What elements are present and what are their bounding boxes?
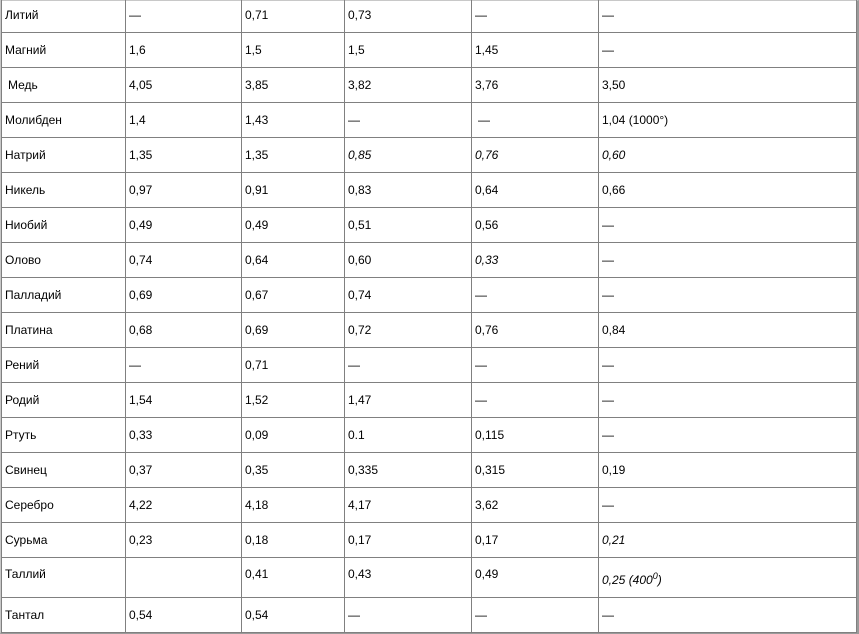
table-cell: —	[599, 0, 857, 33]
table-cell: 0,73	[345, 0, 472, 33]
table-row	[2, 0, 857, 33]
table-cell: 0,37	[126, 453, 242, 488]
table-cell: 0,18	[242, 523, 345, 558]
table-cell: 1,6	[126, 33, 242, 68]
table-cell: 0,69	[242, 313, 345, 348]
table-row	[2, 453, 857, 488]
table-row	[2, 33, 857, 68]
table-row	[2, 558, 857, 598]
table-row	[2, 278, 857, 313]
metal-name: Никель	[2, 173, 126, 208]
table-cell: 0,335	[345, 453, 472, 488]
table-cell: 1,35	[242, 138, 345, 173]
table-row	[2, 418, 857, 453]
table-cell: —	[345, 598, 472, 633]
table-row	[2, 488, 857, 523]
metal-name: Магний	[2, 33, 126, 68]
table-cell: 0.1	[345, 418, 472, 453]
table-cell: 0,33	[472, 243, 599, 278]
table-cell: 0,64	[242, 243, 345, 278]
table-cell: 0,09	[242, 418, 345, 453]
table-cell: 0,19	[599, 453, 857, 488]
table-cell: 1,54	[126, 383, 242, 418]
table-cell: 1,4	[126, 103, 242, 138]
table-cell: —	[599, 598, 857, 633]
table-cell: 0,60	[345, 243, 472, 278]
table-cell: 1,43	[242, 103, 345, 138]
table-cell: 1,35	[126, 138, 242, 173]
table-cell: 0,68	[126, 313, 242, 348]
table-cell: —	[599, 348, 857, 383]
cell-text-tail: )	[657, 572, 662, 587]
table-cell: 1,52	[242, 383, 345, 418]
table-cell: 0,69	[126, 278, 242, 313]
table-cell: 0,17	[345, 523, 472, 558]
table-row	[2, 68, 857, 103]
table-cell: —	[472, 103, 599, 138]
conductivity-table	[1, 0, 857, 633]
metal-name: Ниобий	[2, 208, 126, 243]
metal-name: Ртуть	[2, 418, 126, 453]
table-cell: —	[599, 488, 857, 523]
table-cell: 0,64	[472, 173, 599, 208]
table-cell: 3,62	[472, 488, 599, 523]
table-cell: 3,82	[345, 68, 472, 103]
table-cell: 0,97	[126, 173, 242, 208]
table-cell: 0,91	[242, 173, 345, 208]
table-cell: 0,66	[599, 173, 857, 208]
table-cell: 0,21	[599, 523, 857, 558]
metal-name: Олово	[2, 243, 126, 278]
table-cell: 0,49	[472, 558, 599, 598]
metal-name: Платина	[2, 313, 126, 348]
table-cell: 4,17	[345, 488, 472, 523]
table-cell: 0,54	[126, 598, 242, 633]
table-row	[2, 103, 857, 138]
metal-name: Свинец	[2, 453, 126, 488]
table-cell: —	[345, 348, 472, 383]
table-cell: 0,74	[126, 243, 242, 278]
metal-name: Медь	[2, 68, 126, 103]
table-row	[2, 313, 857, 348]
cell-text: 0,25 (400	[602, 572, 653, 587]
table-cell: —	[599, 208, 857, 243]
table-cell: 1,5	[242, 33, 345, 68]
table-cell: 0,54	[242, 598, 345, 633]
table-cell: 1,47	[345, 383, 472, 418]
table-cell: 0,71	[242, 0, 345, 33]
table-cell: 0,67	[242, 278, 345, 313]
table-cell: —	[472, 383, 599, 418]
table-cell: 0,74	[345, 278, 472, 313]
metal-name: Палладий	[2, 278, 126, 313]
table-cell: 0,60	[599, 138, 857, 173]
table-cell: 0,43	[345, 558, 472, 598]
table-cell: —	[472, 348, 599, 383]
table-row	[2, 243, 857, 278]
table-cell: 0,49	[242, 208, 345, 243]
table-cell: 3,85	[242, 68, 345, 103]
table-cell: 1,45	[472, 33, 599, 68]
table-cell: —	[126, 0, 242, 33]
table-cell	[126, 558, 242, 598]
metal-name: Сурьма	[2, 523, 126, 558]
table-cell: 3,50	[599, 68, 857, 103]
table-cell: 0,23	[126, 523, 242, 558]
table-cell: 0,76	[472, 138, 599, 173]
table-cell: —	[126, 348, 242, 383]
metal-name: Родий	[2, 383, 126, 418]
table-cell: 1,04 (1000°)	[599, 103, 857, 138]
table-cell: 0,83	[345, 173, 472, 208]
table-cell: —	[599, 243, 857, 278]
table-cell: —	[599, 33, 857, 68]
table-cell: —	[599, 418, 857, 453]
table-cell: 0,49	[126, 208, 242, 243]
table-cell: 0,115	[472, 418, 599, 453]
table-cell: 4,05	[126, 68, 242, 103]
metal-name: Молибден	[2, 103, 126, 138]
superscript: 0	[652, 570, 658, 581]
metal-name: Натрий	[2, 138, 126, 173]
metal-name: Литий	[2, 0, 126, 33]
table-cell	[599, 558, 857, 598]
metal-name: Таллий	[2, 558, 126, 598]
table-cell: 0,56	[472, 208, 599, 243]
table-row	[2, 208, 857, 243]
table-cell: 0,315	[472, 453, 599, 488]
table-cell: 0,71	[242, 348, 345, 383]
table-cell: 0,51	[345, 208, 472, 243]
table-cell: 4,18	[242, 488, 345, 523]
table-row	[2, 598, 857, 633]
table-row	[2, 138, 857, 173]
table-row	[2, 173, 857, 208]
metal-name: Тантал	[2, 598, 126, 633]
table-cell: 0,35	[242, 453, 345, 488]
table-cell: —	[472, 598, 599, 633]
table-cell: 0,72	[345, 313, 472, 348]
metal-name: Серебро	[2, 488, 126, 523]
table-cell: 4,22	[126, 488, 242, 523]
table-cell: 0,85	[345, 138, 472, 173]
table-cell: —	[472, 278, 599, 313]
table-cell: 0,41	[242, 558, 345, 598]
table-cell: —	[472, 0, 599, 33]
table-cell: 1,5	[345, 33, 472, 68]
table-row	[2, 348, 857, 383]
table-cell: —	[599, 383, 857, 418]
table-cell: —	[345, 103, 472, 138]
table-cell: —	[599, 278, 857, 313]
table-cell: 0,33	[126, 418, 242, 453]
table-row	[2, 523, 857, 558]
table-cell: 3,76	[472, 68, 599, 103]
table-cell: 0,17	[472, 523, 599, 558]
table-cell: 0,76	[472, 313, 599, 348]
metal-name: Рений	[2, 348, 126, 383]
table-cell: 0,84	[599, 313, 857, 348]
table-row	[2, 383, 857, 418]
